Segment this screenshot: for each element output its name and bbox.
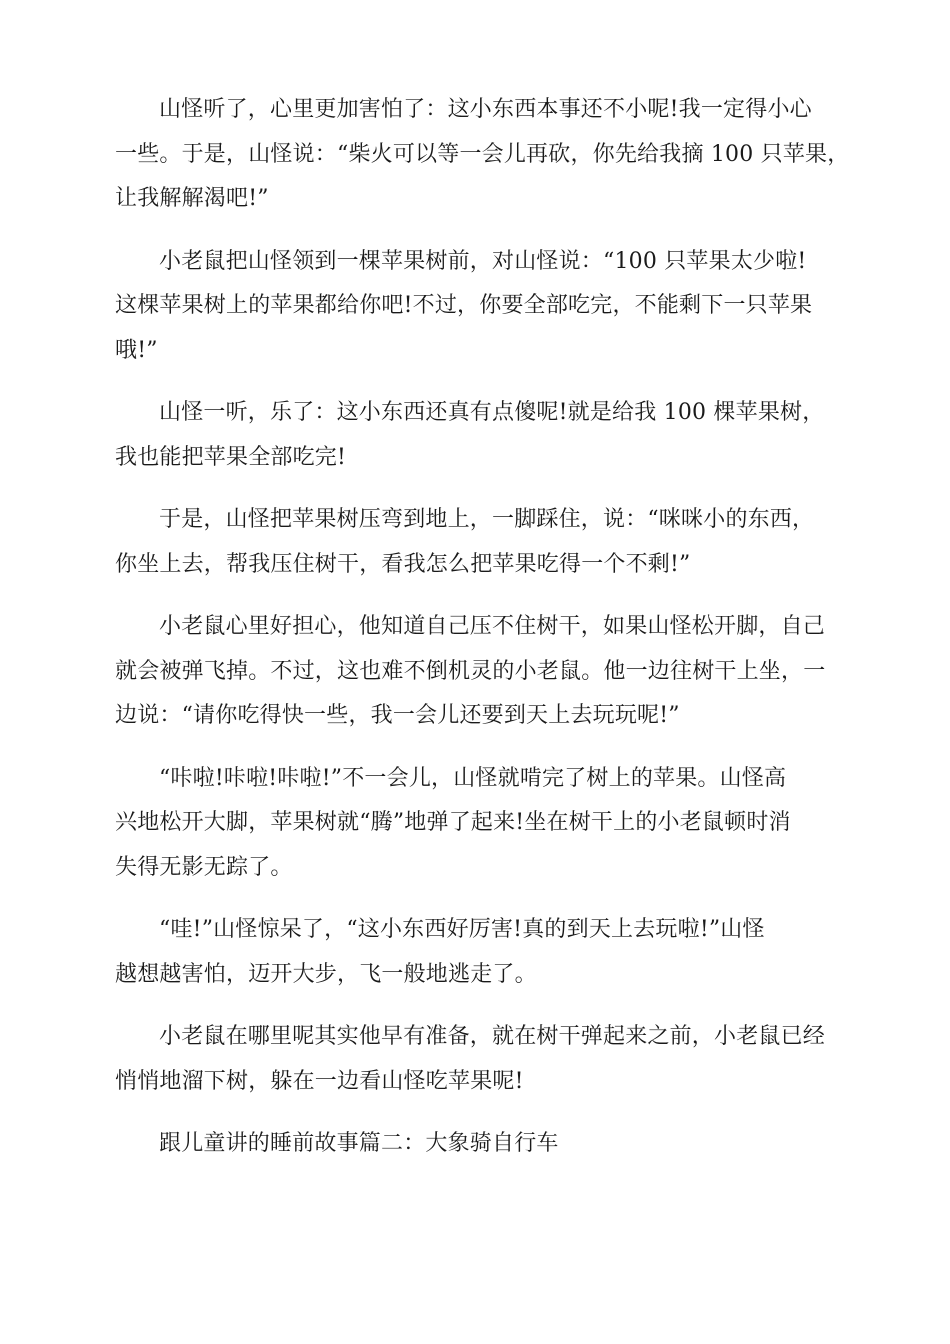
section-heading	[115, 1122, 850, 1167]
text-line: 于是，山怪把苹果树压弯到地上，一脚踩住，说：“咪咪小的东西，	[159, 507, 815, 532]
paragraph	[115, 240, 850, 374]
text-line: 让我解解渴吧!”	[115, 186, 269, 211]
text-line: 一些。于是，山怪说：“柴火可以等一会儿再砍，你先给我摘 100 只苹果，	[115, 141, 850, 167]
text-line: “哇!”山怪惊呆了，“这小东西好厉害!真的到天上去玩啦!”山怪	[159, 917, 765, 942]
text-line: 小老鼠在哪里呢其实他早有准备，就在树干弹起来之前，小老鼠已经	[159, 1024, 826, 1049]
paragraph	[115, 391, 850, 480]
heading-text: 跟儿童讲的睡前故事篇二：大象骑自行车	[159, 1131, 559, 1156]
text-line: 哦!”	[115, 337, 158, 363]
text-line: 兴地松开大脚，苹果树就“腾”地弹了起来!坐在树干上的小老鼠顿时消	[115, 810, 791, 835]
text-line: “咔啦!咔啦!咔啦!”不一会儿，山怪就啃完了树上的苹果。山怪高	[159, 765, 787, 791]
text-line: 小老鼠把山怪领到一棵苹果树前，对山怪说：“100 只苹果太少啦!	[159, 248, 807, 274]
paragraph	[115, 1015, 850, 1104]
paragraph	[115, 757, 850, 891]
text-line: 边说：“请你吃得快一些，我一会儿还要到天上去玩玩呢!”	[115, 703, 680, 728]
text-line: 山怪听了，心里更加害怕了：这小东西本事还不小呢!我一定得小心	[159, 97, 812, 122]
text-line: 越想越害怕，迈开大步，飞一般地逃走了。	[115, 961, 537, 987]
text-line: 你坐上去，帮我压住树干，看我怎么把苹果吃得一个不剩!”	[115, 551, 691, 577]
paragraph	[115, 88, 850, 222]
text-line: 小老鼠心里好担心，他知道自己压不住树干，如果山怪松开脚，自己	[159, 614, 826, 639]
text-line: 悄悄地溜下树，躲在一边看山怪吃苹果呢!	[115, 1068, 524, 1094]
paragraph	[115, 498, 850, 587]
paragraph	[115, 605, 850, 739]
text-line: 我也能把苹果全部吃完!	[115, 444, 347, 470]
document-body	[115, 88, 850, 1185]
text-line: 山怪一听，乐了：这小东西还真有点傻呢!就是给我 100 棵苹果树，	[159, 400, 825, 425]
text-line: 就会被弹飞掉。不过，这也难不倒机灵的小老鼠。他一边往树干上坐，一	[115, 658, 826, 684]
text-line: 失得无影无踪了。	[115, 854, 293, 880]
text-line: 这棵苹果树上的苹果都给你吧!不过，你要全部吃完，不能剩下一只苹果	[115, 293, 813, 318]
paragraph	[115, 908, 850, 997]
